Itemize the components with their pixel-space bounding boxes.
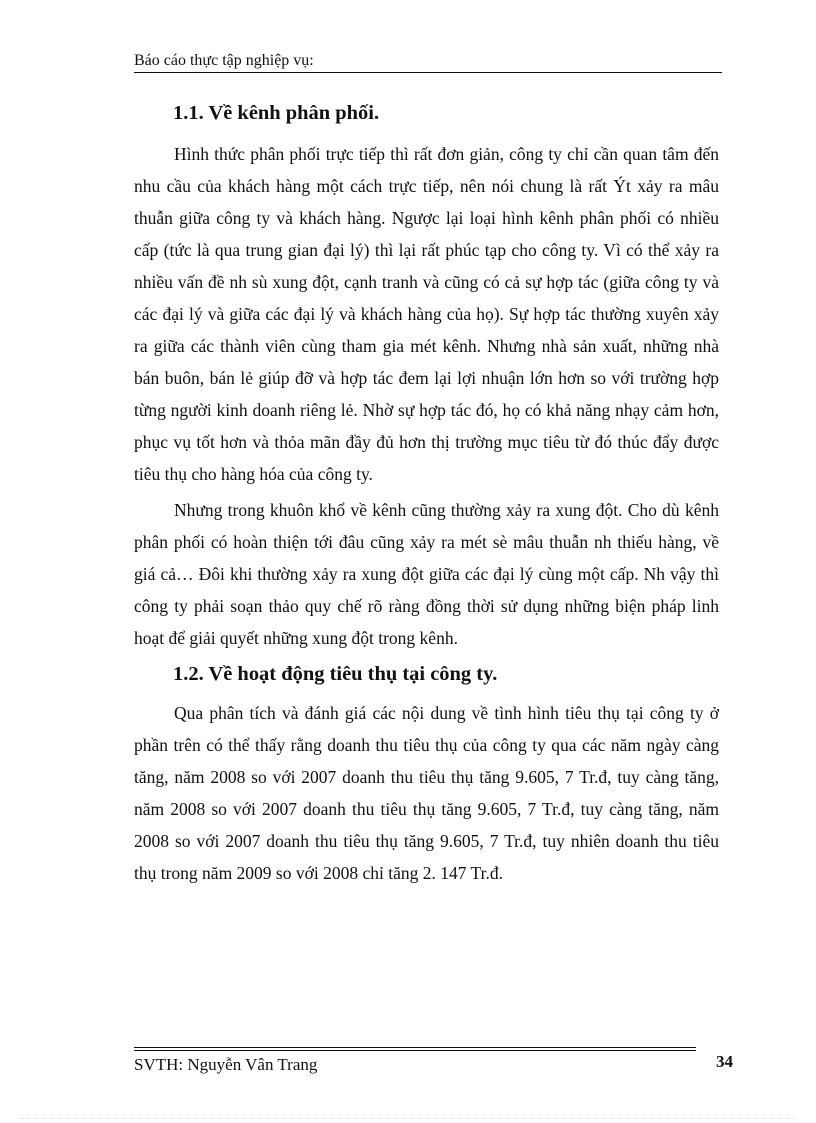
student-name: SVTH: Nguyễn Vân Trang	[134, 1055, 318, 1074]
document-body	[134, 97, 719, 893]
page-number: 34	[716, 1052, 733, 1071]
section-heading-distribution-channel: 1.1. Về kênh phân phối.	[173, 102, 380, 124]
header-divider	[134, 72, 722, 73]
page-edge	[20, 1118, 796, 1119]
paragraph: Nhưng trong khuôn khổ về kênh cũng thường xảy ra xung đột. Cho dù kênh phân phối có hoàn thiện tới đâu cũng xảy ra mét sè mâu thuẫn nh thiếu hàng, về giá cả… Đôi khi thường xảy ra xung đột giữa các đại lý cùng một cấp. Nh vậy thì công ty phải soạn thảo quy chế rõ ràng đồng thời sử dụng những biện pháp linh hoạt để giải quyết những xung đột trong kênh.	[134, 500, 719, 648]
footer-divider	[134, 1050, 696, 1051]
section-heading-sales-activity: 1.2. Về hoạt động tiêu thụ tại công ty.	[173, 663, 498, 685]
report-title: Báo cáo thực tập nghiệp vụ:	[134, 52, 314, 69]
paragraph: Hình thức phân phối trực tiếp thì rất đơn giản, công ty chỉ cần quan tâm đến nhu cầu của khách hàng một cách trực tiếp, nên nói chung là rất Ýt xảy ra mâu thuẫn giữa công ty và khách hàng. Ngược lại loại hình kênh phân phối có nhiều cấp (tức là qua trung gian đại lý) thì lại rất phúc tạp cho công ty. Vì có thể xảy ra nhiều vấn đề nh sù xung đột, cạnh tranh và cũng có cả sự hợp tác (giữa công ty và các đại lý và giữa các đại lý và khách hàng của họ). Sự hợp tác thường xuyên xảy ra giữa các thành viên cùng tham gia mét kênh. Nhưng nhà sản xuất, những nhà bán buôn, bán lẻ giúp đỡ và hợp tác đem lại lợi nhuận lớn hơn so với trường hợp từng người kinh doanh riêng lẻ. Nhờ sự hợp tác đó, họ có khả năng nhạy cảm hơn, phục vụ tốt hơn và thỏa mãn đầy đủ hơn thị trường mục tiêu từ đó thúc đẩy được tiêu thụ cho hàng hóa của công ty.	[134, 144, 719, 484]
footer-divider	[134, 1047, 696, 1048]
paragraph: Qua phân tích và đánh giá các nội dung về tình hình tiêu thụ tại công ty ở phần trên có thể thấy rằng doanh thu tiêu thụ của công ty qua các năm ngày càng tăng, năm 2008 so với 2007 doanh thu tiêu thụ tăng 9.605, 7 Tr.đ, tuy càng tăng, năm 2008 so với 2007 doanh thu tiêu thụ tăng 9.605, 7 Tr.đ, tuy càng tăng, năm 2008 so với 2007 doanh thu tiêu thụ tăng 9.605, 7 Tr.đ, tuy nhiên doanh thu tiêu thụ trong năm 2009 so với 2008 chỉ tăng 2. 147 Tr.đ.	[134, 703, 719, 883]
page-header	[134, 51, 722, 71]
